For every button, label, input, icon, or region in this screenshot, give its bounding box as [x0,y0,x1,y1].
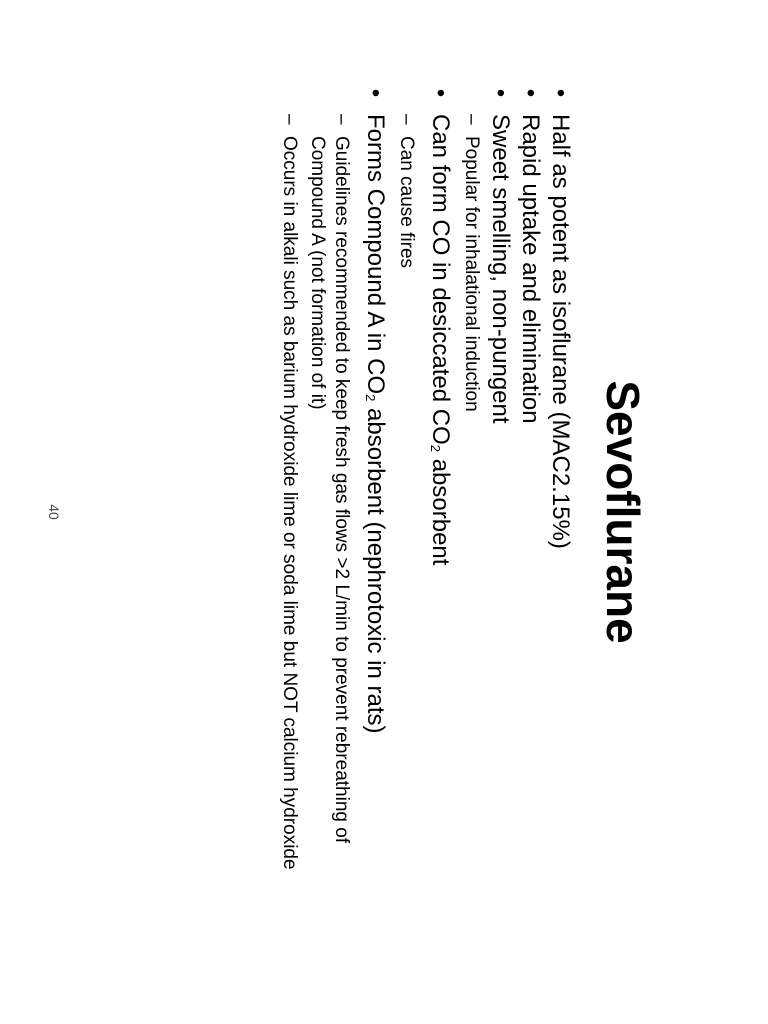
sub-bullet-text: Can cause fires [396,136,417,269]
slide-title: Sevoflurane [597,380,649,644]
bullet-icon: • [427,88,454,98]
page-number: 40 [46,504,62,520]
sub-bullet-item [459,114,483,886]
sub-bullet-item [277,114,301,886]
sub-bullet-list [277,114,353,886]
subscript: 2 [363,394,378,402]
dash-icon: – [461,114,482,125]
sub-bullet-text: Popular for inhalational induction [461,136,482,412]
bullet-text-part: Can form CO in desiccated CO [427,114,454,445]
bullet-icon: • [547,88,574,98]
sub-bullet-item [305,114,353,886]
bullet-text: Half as potent as isoflurane (MAC2.15%) [547,114,574,549]
sub-bullet-text: Guidelines recommended to keep fresh gas flows >2 L/min to prevent rebreathing of Compound A (not formation of it) [307,136,352,844]
dash-icon: – [279,114,300,125]
bullet-item [515,86,545,886]
sub-bullet-text: Occurs in alkali such as barium hydroxide lime or soda lime but NOT calcium hydroxide [279,136,300,870]
bullet-icon: • [517,88,544,98]
subscript: 2 [428,444,443,453]
bullet-list [273,86,575,886]
bullet-text-part: Forms Compound A in CO [362,114,389,395]
sub-bullet-list [459,114,483,886]
dash-icon: – [396,114,417,125]
bullet-item [545,86,575,886]
bullet-text [427,114,454,565]
bullet-text: Rapid uptake and elimination [517,114,544,424]
bullet-icon: • [487,88,514,98]
bullet-item [394,86,455,886]
bullet-text: Sweet smelling, non-pungent [487,114,514,424]
bullet-text-part: absorbent [427,452,454,566]
bullet-text [362,114,389,734]
sub-bullet-item [394,114,418,886]
bullet-icon: • [362,88,389,98]
bullet-text-part: absorbent (nephrotoxic in rats) [362,401,389,734]
bullet-item [459,86,515,886]
dash-icon: – [331,114,352,125]
bullet-item [277,86,390,886]
sub-bullet-list [394,114,418,886]
